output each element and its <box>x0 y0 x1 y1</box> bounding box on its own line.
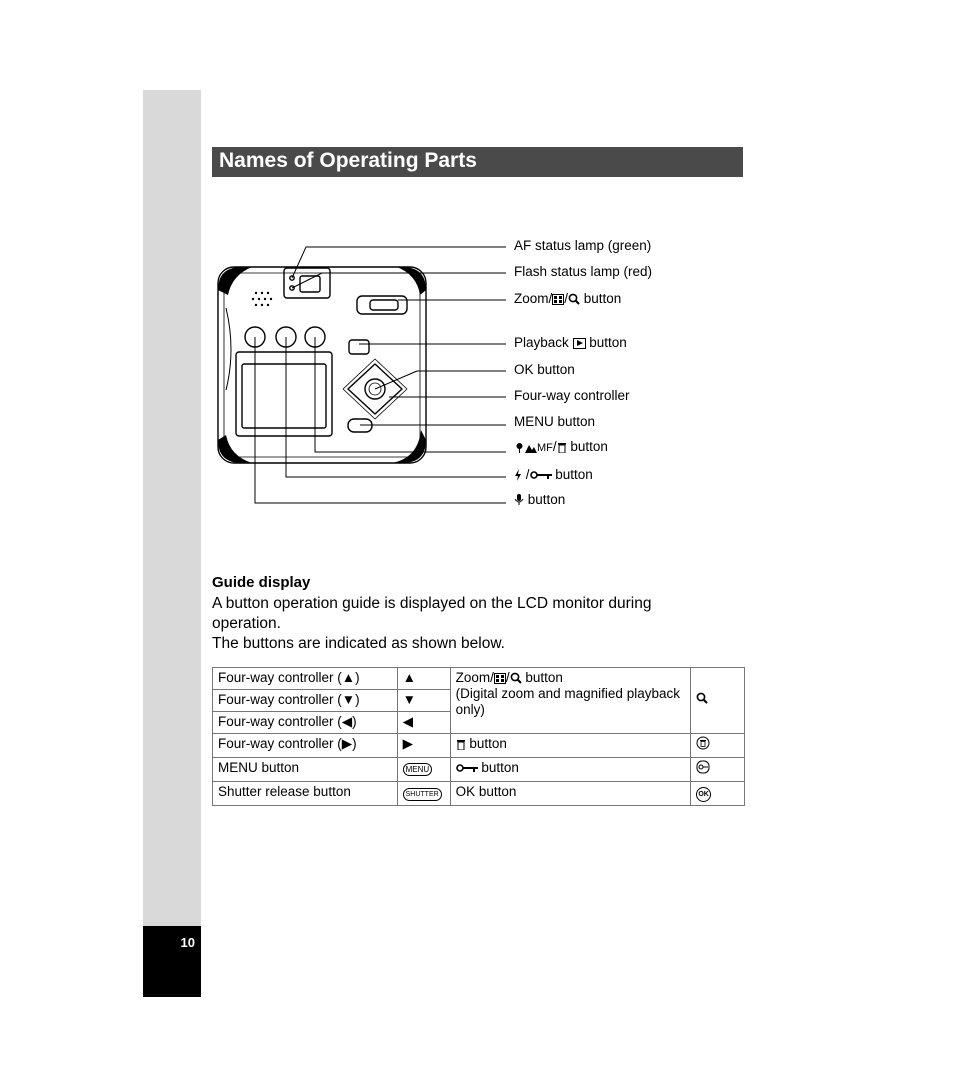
table-cell-symbol: ▲ <box>397 668 450 690</box>
table-cell-symbol: ▼ <box>397 690 450 712</box>
trash-icon <box>557 441 567 453</box>
trash-icon <box>456 738 466 750</box>
camera-back-diagram <box>212 230 732 520</box>
key-icon <box>456 764 478 772</box>
guide-display-heading: Guide display <box>212 574 311 591</box>
zoom-thumbnail-icon <box>552 294 564 305</box>
zoom-description-cell: Zoom/ / button (Digital zoom and magnified playback only) <box>450 668 690 734</box>
ok-button-icon: OK <box>691 782 745 806</box>
table-cell-label: Shutter release button <box>213 782 398 806</box>
button-guide-table <box>212 667 745 806</box>
table-cell-label: Four-way controller (◀) <box>213 712 398 734</box>
table-cell-symbol: ◀ <box>397 712 450 734</box>
page-number-tab <box>143 926 201 997</box>
manual-focus-icon: MF <box>537 442 553 454</box>
table-cell-symbol: ▶ <box>397 734 450 758</box>
flash-status-lamp-label: Flash status lamp (red) <box>514 264 653 279</box>
section-title-bar <box>212 147 743 177</box>
menu-button-icon: MENU <box>397 758 450 782</box>
trash-icon <box>696 736 710 750</box>
delete-symbol-cell <box>691 734 745 758</box>
page-number: 10 <box>180 935 195 950</box>
playback-button <box>349 340 369 354</box>
zoom-thumbnail-icon <box>494 673 506 684</box>
zoom-symbol-cell <box>691 668 745 734</box>
shutter-button-icon: SHUTTER <box>397 782 450 806</box>
microphone-icon <box>514 494 524 506</box>
table-row <box>213 782 745 806</box>
ok-description-cell: OK button <box>450 782 690 806</box>
table-row <box>213 758 745 782</box>
ok-button-label: OK button <box>514 362 575 377</box>
macro-icon <box>514 442 525 453</box>
guide-paragraph-2: The buttons are indicated as shown below. <box>212 635 505 652</box>
table-cell-label: Four-way controller (▶) <box>213 734 398 758</box>
landscape-icon <box>525 442 537 453</box>
protect-symbol-cell <box>691 758 745 782</box>
table-row <box>213 734 745 758</box>
mode-button-label: MF/ button <box>514 439 608 456</box>
menu-button-label: MENU button <box>514 414 596 429</box>
table-cell-label: MENU button <box>213 758 398 782</box>
magnifier-icon <box>696 692 708 704</box>
zoom-button-label: Zoom/ / button <box>514 291 622 306</box>
guide-paragraph-1: A button operation guide is displayed on the LCD monitor during operation. <box>212 595 652 632</box>
table-cell-label: Four-way controller (▲) <box>213 668 398 690</box>
table-cell-label: Four-way controller (▼) <box>213 690 398 712</box>
playback-button-label: Playback button <box>514 335 627 350</box>
side-strip <box>143 90 201 926</box>
camera-illustration <box>212 230 512 520</box>
voice-button-label: button <box>514 492 565 508</box>
magnifier-icon <box>510 672 522 684</box>
key-icon <box>530 471 552 479</box>
playback-icon <box>573 338 586 349</box>
four-way-controller-label: Four-way controller <box>514 388 630 403</box>
af-status-lamp-label: AF status lamp (green) <box>514 238 652 253</box>
delete-description-cell: button <box>450 734 690 758</box>
flash-icon <box>514 469 522 481</box>
protect-description-cell: button <box>450 758 690 782</box>
magnifier-icon <box>568 293 580 305</box>
flash-button-label: / button <box>514 467 593 483</box>
key-icon <box>696 760 710 774</box>
page-title: Names of Operating Parts <box>219 149 477 172</box>
zoom-lever <box>357 296 407 314</box>
table-row <box>213 668 745 690</box>
